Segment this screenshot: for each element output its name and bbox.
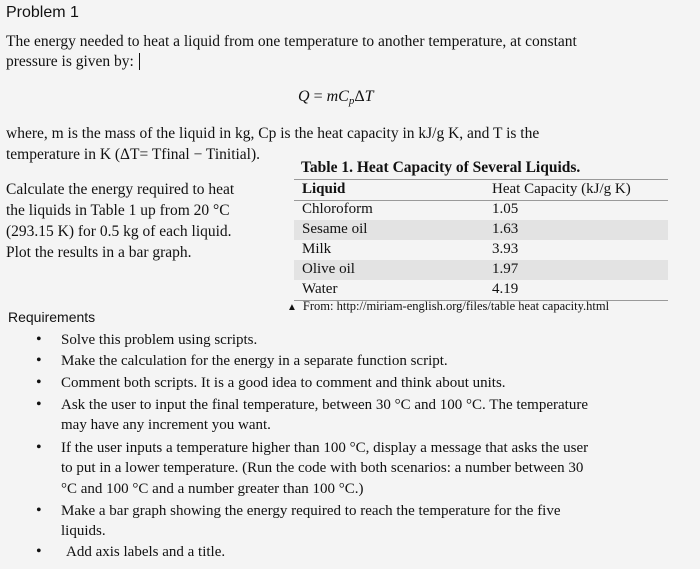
task-line-2: the liquids in Table 1 up from 20 °C — [6, 202, 230, 219]
eq-t: T — [364, 88, 374, 105]
table-cell-value: 1.63 — [492, 221, 519, 238]
eq-lhs: Q — [298, 88, 310, 105]
where-line-1: where, m is the mass of the liquid in kg, Cp is the heat capacity in kJ/g K, and T is the — [6, 125, 540, 142]
eq-equals: = — [313, 88, 323, 105]
requirement-item-cont: liquids. — [61, 523, 106, 539]
requirement-item-cont: may have any increment you want. — [61, 417, 271, 433]
table-source: ▲ From: http://miriam-english.org/files/table heat capacity.html — [287, 299, 610, 313]
bullet-icon: • — [36, 331, 42, 348]
requirements-heading: Requirements — [8, 309, 96, 325]
bullet-icon: • — [36, 502, 42, 519]
table-cell-liquid: Water — [302, 281, 338, 298]
requirement-item: Solve this problem using scripts. — [61, 332, 258, 348]
bullet-icon: • — [36, 543, 42, 560]
requirement-item: Make a bar graph showing the energy required to reach the temperature for the five — [61, 503, 561, 519]
table-row — [294, 240, 668, 260]
bullet-icon: • — [36, 439, 42, 456]
requirement-item: Ask the user to input the final temperature, between 30 °C and 100 °C. The temperature — [61, 397, 588, 413]
problem-title: Problem 1 — [6, 4, 79, 21]
cursor-arrow-icon: ▲ — [287, 302, 297, 313]
table-cell-liquid: Milk — [302, 241, 332, 258]
table-row — [294, 220, 668, 240]
table-title: Table 1. Heat Capacity of Several Liquids. — [301, 159, 581, 176]
task-line-4: Plot the results in a bar graph. — [6, 244, 192, 261]
table-cell-value: 1.97 — [492, 261, 519, 278]
table-header-heat-capacity: Heat Capacity (kJ/g K) — [492, 181, 631, 198]
table-row — [294, 200, 668, 220]
intro-line-2: pressure is given by: — [6, 53, 140, 71]
table-row — [294, 280, 668, 300]
requirement-item: Make the calculation for the energy in a separate function script. — [61, 353, 448, 369]
bullet-icon: • — [36, 352, 42, 369]
task-line-3: (293.15 K) for 0.5 kg of each liquid. — [6, 223, 232, 240]
requirement-item: Add axis labels and a title. — [66, 544, 226, 560]
table-row — [294, 260, 668, 280]
table-cell-liquid: Sesame oil — [302, 221, 368, 238]
intro-line-1: The energy needed to heat a liquid from one temperature to another temperature, at constant — [6, 33, 577, 50]
requirement-item: If the user inputs a temperature higher than 100 °C, display a message that asks the user — [61, 440, 589, 456]
where-line-2: temperature in K (ΔT= Tfinal − Tinitial). — [6, 146, 261, 163]
table-cell-value: 1.05 — [492, 201, 519, 218]
table-cell-value: 3.93 — [492, 241, 519, 258]
eq-m: m — [326, 88, 339, 105]
bullet-icon: • — [36, 374, 42, 391]
task-line-1: Calculate the energy required to heat — [6, 181, 235, 198]
energy-equation — [298, 88, 374, 107]
requirement-item-cont: °C and 100 °C and a number greater than 100 °C.) — [61, 481, 364, 497]
eq-c-sub: p — [348, 95, 355, 107]
table-header-liquid: Liquid — [302, 181, 346, 198]
table-header-row — [294, 180, 668, 200]
table-cell-liquid: Olive oil — [302, 261, 355, 278]
requirement-item-cont: to put in a lower temperature. (Run the code with both scenarios: a number between 30 — [61, 460, 584, 476]
eq-delta: Δ — [354, 88, 365, 105]
table-cell-liquid: Chloroform — [302, 201, 373, 218]
bullet-icon: • — [36, 396, 42, 413]
table-cell-value: 4.19 — [492, 281, 519, 298]
requirement-item: Comment both scripts. It is a good idea to comment and think about units. — [61, 375, 506, 391]
eq-c: C — [338, 88, 349, 105]
